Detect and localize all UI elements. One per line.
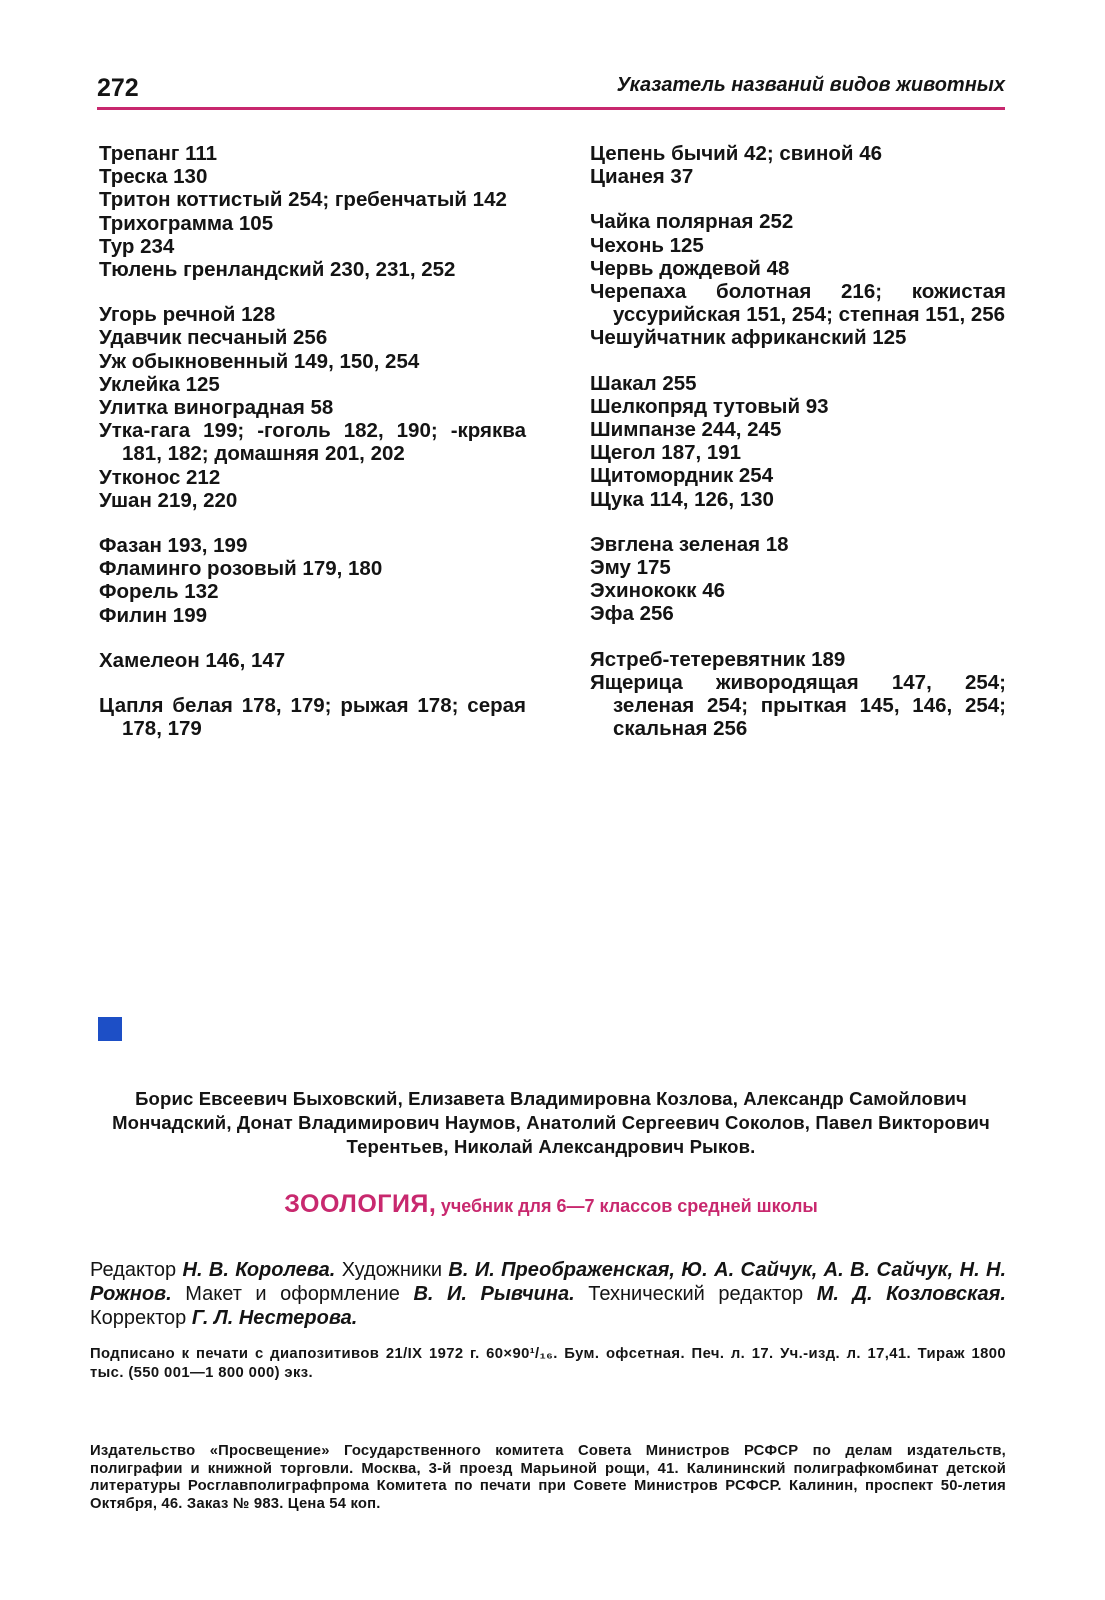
publisher-info: Издательство «Просвещение» Государственного комитета Совета Министров РСФСР по делам издательств, полиграфии и книжной торговли. Москва, 3-й проезд Марьиной рощи, 41. Калининский полиграфкомбинат детской литературы Росглавполиграфпрома Комитета по печати при Совете Министров РСФСР. Калинин, проспект 50-летия Октября, 46. Заказ № 983. Цена 54 коп. xyxy=(90,1443,1006,1512)
page-header xyxy=(97,70,1005,110)
index-letter-group xyxy=(590,372,1006,511)
credit-name: М. Д. Козловская. xyxy=(816,1283,1006,1305)
index-entry: Тритон коттистый 254; гребенчатый 142 xyxy=(99,188,507,212)
index-letter-group xyxy=(590,533,1006,626)
index-entry: Червь дождевой 48 xyxy=(590,256,790,280)
index-letter-group xyxy=(99,142,526,281)
credit-name: Г. Л. Нестерова. xyxy=(191,1307,358,1329)
credit-role: Технический редактор xyxy=(588,1283,804,1305)
index-entry: Удавчик песчаный 256 xyxy=(99,326,328,350)
index-entry: Цапля белая 178, 179; рыжая 178; серая 178, 179 xyxy=(99,694,526,741)
index-entry: Чехонь 125 xyxy=(590,233,704,257)
editorial-credits xyxy=(90,1258,1006,1330)
index-letter-group xyxy=(590,142,1006,188)
index-entry: Цепень бычий 42; свиной 46 xyxy=(590,142,882,165)
book-title: ЗООЛОГИЯ, xyxy=(284,1190,437,1218)
index-entry: Шимпанзе 244, 245 xyxy=(590,418,782,442)
index-entry: Ястреб-тетеревятник 189 xyxy=(590,647,846,671)
page-number: 272 xyxy=(97,74,139,102)
index-entry: Утка-гага 199; -гоголь 182, 190; -кряква 181, 182; домашняя 201, 202 xyxy=(99,419,526,466)
index-entry: Угорь речной 128 xyxy=(99,303,276,327)
credit-role: Редактор xyxy=(90,1259,177,1281)
index-entry: Трихограмма 105 xyxy=(99,211,274,235)
index-entry: Фламинго розовый 179, 180 xyxy=(99,557,383,581)
index-entry: Щегол 187, 191 xyxy=(590,441,742,465)
index-letter-group xyxy=(99,649,526,672)
index-entry: Эвглена зеленая 18 xyxy=(590,532,789,556)
index-entry: Тур 234 xyxy=(99,234,175,258)
credit-name: В. И. Рывчина. xyxy=(413,1283,575,1305)
credit-role: Художники xyxy=(341,1259,443,1281)
credit-name: В. И. Преображенская, Ю. А. Сайчук, А. В. Сайчук, Н. Н. Рожнов. xyxy=(90,1259,1007,1305)
index-entry: Улитка виноградная 58 xyxy=(99,396,334,420)
index-entry: Черепаха болотная 216; кожистая уссурийская 151, 254; степная 151, 256 xyxy=(590,280,1006,327)
index-entry: Эму 175 xyxy=(590,556,671,580)
index-entry: Хамелеон 146, 147 xyxy=(99,648,286,672)
index-entry: Тюлень гренландский 230, 231, 252 xyxy=(99,258,456,282)
index-letter-group xyxy=(590,210,1006,349)
index-entry: Шелкопряд тутовый 93 xyxy=(590,394,829,418)
index-entry: Фазан 193, 199 xyxy=(99,534,248,558)
index-letter-group xyxy=(99,534,526,627)
credit-role: Корректор xyxy=(90,1307,187,1329)
blue-square-marker xyxy=(98,1017,122,1041)
book-subtitle: учебник для 6—7 классов средней школы xyxy=(440,1196,818,1216)
index-entry: Шакал 255 xyxy=(590,371,697,395)
index-entry: Уклейка 125 xyxy=(99,372,220,396)
index-column-right xyxy=(590,142,1006,762)
index-entry: Утконос 212 xyxy=(99,465,221,489)
index-entry: Чешуйчатник африканский 125 xyxy=(590,326,907,350)
index-entry: Форель 132 xyxy=(99,580,219,604)
print-info: Подписано к печати с диапозитивов 21/IX 1972 г. 60×90¹/₁₆. Бум. офсетная. Печ. л. 17. Уч.-изд. л. 17,41. Тираж 1800 тыс. (550 001—1 800 000) экз. xyxy=(90,1346,1006,1381)
index-entry: Треска 130 xyxy=(99,165,208,189)
book-title-line xyxy=(97,1190,1005,1219)
running-title: Указатель названий видов животных xyxy=(616,74,1005,96)
index-entry: Эхинококк 46 xyxy=(590,579,726,603)
index-letter-group xyxy=(99,694,526,740)
index-entry: Чайка полярная 252 xyxy=(590,210,794,234)
index-entry: Щука 114, 126, 130 xyxy=(590,487,774,511)
credit-role: Макет и оформление xyxy=(185,1283,400,1305)
index-entry: Филин 199 xyxy=(99,603,208,627)
index-entry: Трепанг 111 xyxy=(99,142,218,165)
index-column-left xyxy=(99,142,526,762)
index-entry: Эфа 256 xyxy=(590,602,674,626)
index-entry: Ушан 219, 220 xyxy=(99,488,238,512)
header-rule xyxy=(97,107,1005,110)
credit-name: Н. В. Королева. xyxy=(182,1259,336,1281)
index-letter-group xyxy=(99,303,526,512)
authors: Борис Евсеевич Быховский, Елизавета Владимировна Козлова, Александр Самойлович Мончадский, Донат Владимирович Наумов, Анатолий Сергеевич Соколов, Павел Викторович Терентьев, Николай Александрович Рыков. xyxy=(112,1088,990,1157)
index-letter-group xyxy=(590,648,1006,741)
index-entry: Цианея 37 xyxy=(590,165,694,189)
index-entry: Щитомордник 254 xyxy=(590,464,774,488)
index-entry: Уж обыкновенный 149, 150, 254 xyxy=(99,349,420,373)
index-entry: Ящерица живородящая 147, 254; зеленая 254; прыткая 145, 146, 254; скальная 256 xyxy=(590,670,1006,741)
